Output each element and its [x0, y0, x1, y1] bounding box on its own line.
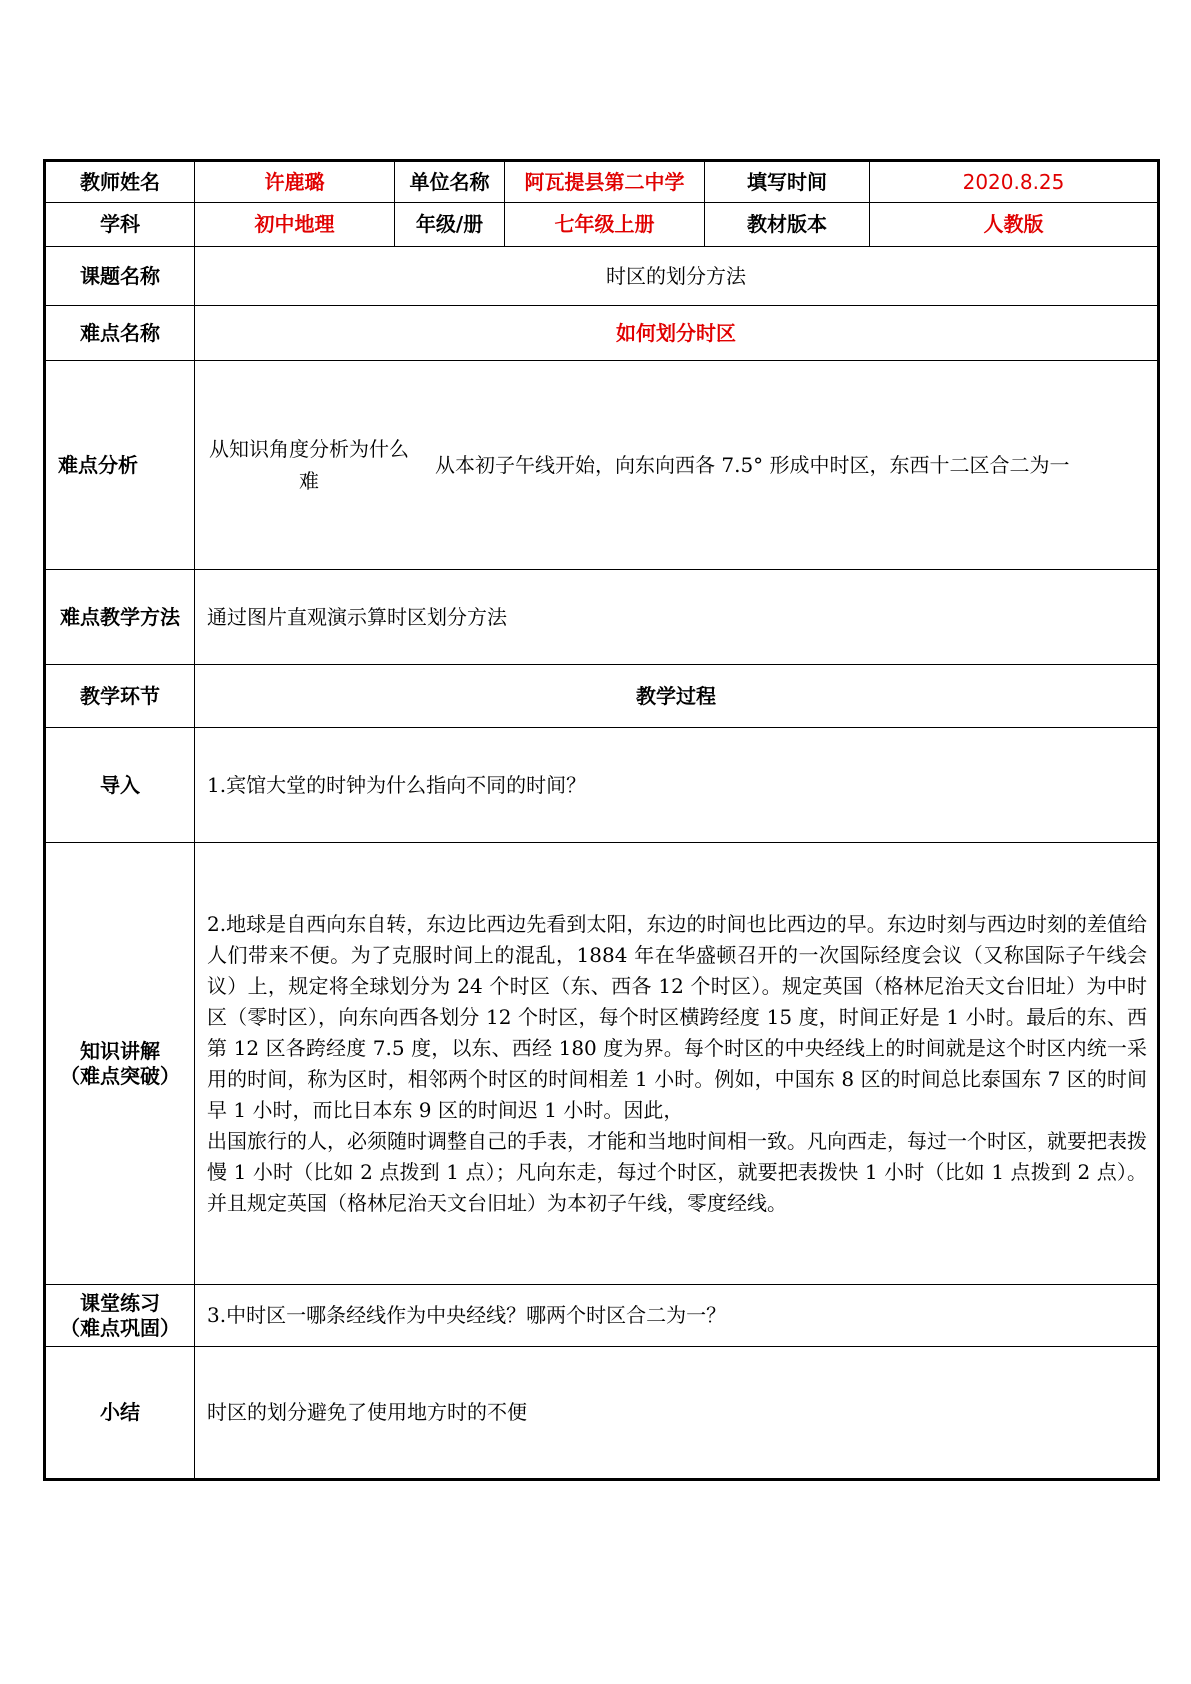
practice-label-line2: （难点巩固） [60, 1315, 180, 1340]
process-label: 教学环节 [45, 665, 195, 728]
analysis-value: 从本初子午线开始，向东向西各 7.5° 形成中时区，东西十二区合二为一 [435, 452, 1070, 477]
topic-value: 时区的划分方法 [195, 247, 1159, 306]
teacher-value: 许鹿璐 [195, 161, 395, 203]
topic-row [45, 247, 1159, 306]
teacher-label: 教师姓名 [45, 161, 195, 203]
method-row [45, 570, 1159, 665]
method-label: 难点教学方法 [45, 570, 195, 665]
edition-label: 教材版本 [705, 203, 870, 247]
knowledge-paragraph-1: 2.地球是自西向东自转，东边比西边先看到太阳，东边的时间也比西边的早。东边时刻与西边时刻的差值给人们带来不便。为了克服时间上的混乱，1884 年在华盛顿召开的一次国际经度会议（又称国际子午线会议）上，规定将全球划分为 24 个时区（东、西各 12 个时区）。规定英国（格林尼治天文台旧址）为中时区（零时区），向东向西各划分 12 个时区，每个时区横跨经度 15 度，时间正好是 1 小时。最后的东、西第 12 区各跨经度 7.5 度，以东、西经 180 度为界。每个时区的中央经线上的时间就是这个时区内统一采用的时间，称为区时，相邻两个时区的时间相差 1 小时。例如，中国东 8 区的时间总比泰国东 7 区的时间早 1 小时，而比日本东 9 区的时间迟 1 小时。因此， [207, 911, 1147, 1122]
unit-value: 阿瓦提县第二中学 [505, 161, 705, 203]
analysis-sub-label: 从知识角度分析为什么难 [209, 437, 409, 493]
practice-label-line1: 课堂练习 [80, 1290, 160, 1315]
date-value: 2020.8.25 [870, 161, 1159, 203]
knowledge-paragraph-2: 出国旅行的人，必须随时调整自己的手表，才能和当地时间相一致。凡向西走，每过一个时区，就要把表拨慢 1 小时（比如 2 点拨到 1 点）；凡向东走，每过个时区，就要把表拨快 1 小时（比如 1 点拨到 2 点）。并且规定英国（格林尼治天文台旧址）为本初子午线，零度经线。 [207, 1128, 1147, 1215]
subject-value: 初中地理 [195, 203, 395, 247]
practice-row [45, 1285, 1159, 1347]
summary-label: 小结 [45, 1347, 195, 1480]
practice-label [45, 1285, 195, 1347]
analysis-inner [195, 361, 1157, 569]
intro-row [45, 728, 1159, 843]
grade-value: 七年级上册 [505, 203, 705, 247]
intro-value: 1.宾馆大堂的时钟为什么指向不同的时间？ [195, 728, 1159, 843]
process-header-row [45, 665, 1159, 728]
lesson-plan-table [43, 159, 1160, 1481]
method-value: 通过图片直观演示算时区划分方法 [195, 570, 1159, 665]
header-row-1 [45, 161, 1159, 203]
date-label: 填写时间 [705, 161, 870, 203]
knowledge-value [195, 843, 1159, 1285]
difficulty-label: 难点名称 [45, 306, 195, 361]
difficulty-value: 如何划分时区 [195, 306, 1159, 361]
edition-value: 人教版 [870, 203, 1159, 247]
unit-label: 单位名称 [395, 161, 505, 203]
knowledge-label-line2: （难点突破） [60, 1063, 180, 1088]
difficulty-row [45, 306, 1159, 361]
grade-label: 年级/册 [395, 203, 505, 247]
summary-row [45, 1347, 1159, 1480]
knowledge-row [45, 843, 1159, 1285]
analysis-row [45, 361, 1159, 570]
subject-label: 学科 [45, 203, 195, 247]
practice-value: 3.中时区一哪条经线作为中央经线？哪两个时区合二为一？ [195, 1285, 1159, 1347]
topic-label: 课题名称 [45, 247, 195, 306]
analysis-label: 难点分析 [45, 361, 195, 570]
analysis-cell [195, 361, 1159, 570]
summary-value: 时区的划分避免了使用地方时的不便 [195, 1347, 1159, 1480]
intro-label: 导入 [45, 728, 195, 843]
knowledge-label [45, 843, 195, 1285]
header-row-2 [45, 203, 1159, 247]
knowledge-label-line1: 知识讲解 [80, 1038, 160, 1063]
process-value: 教学过程 [195, 665, 1159, 728]
